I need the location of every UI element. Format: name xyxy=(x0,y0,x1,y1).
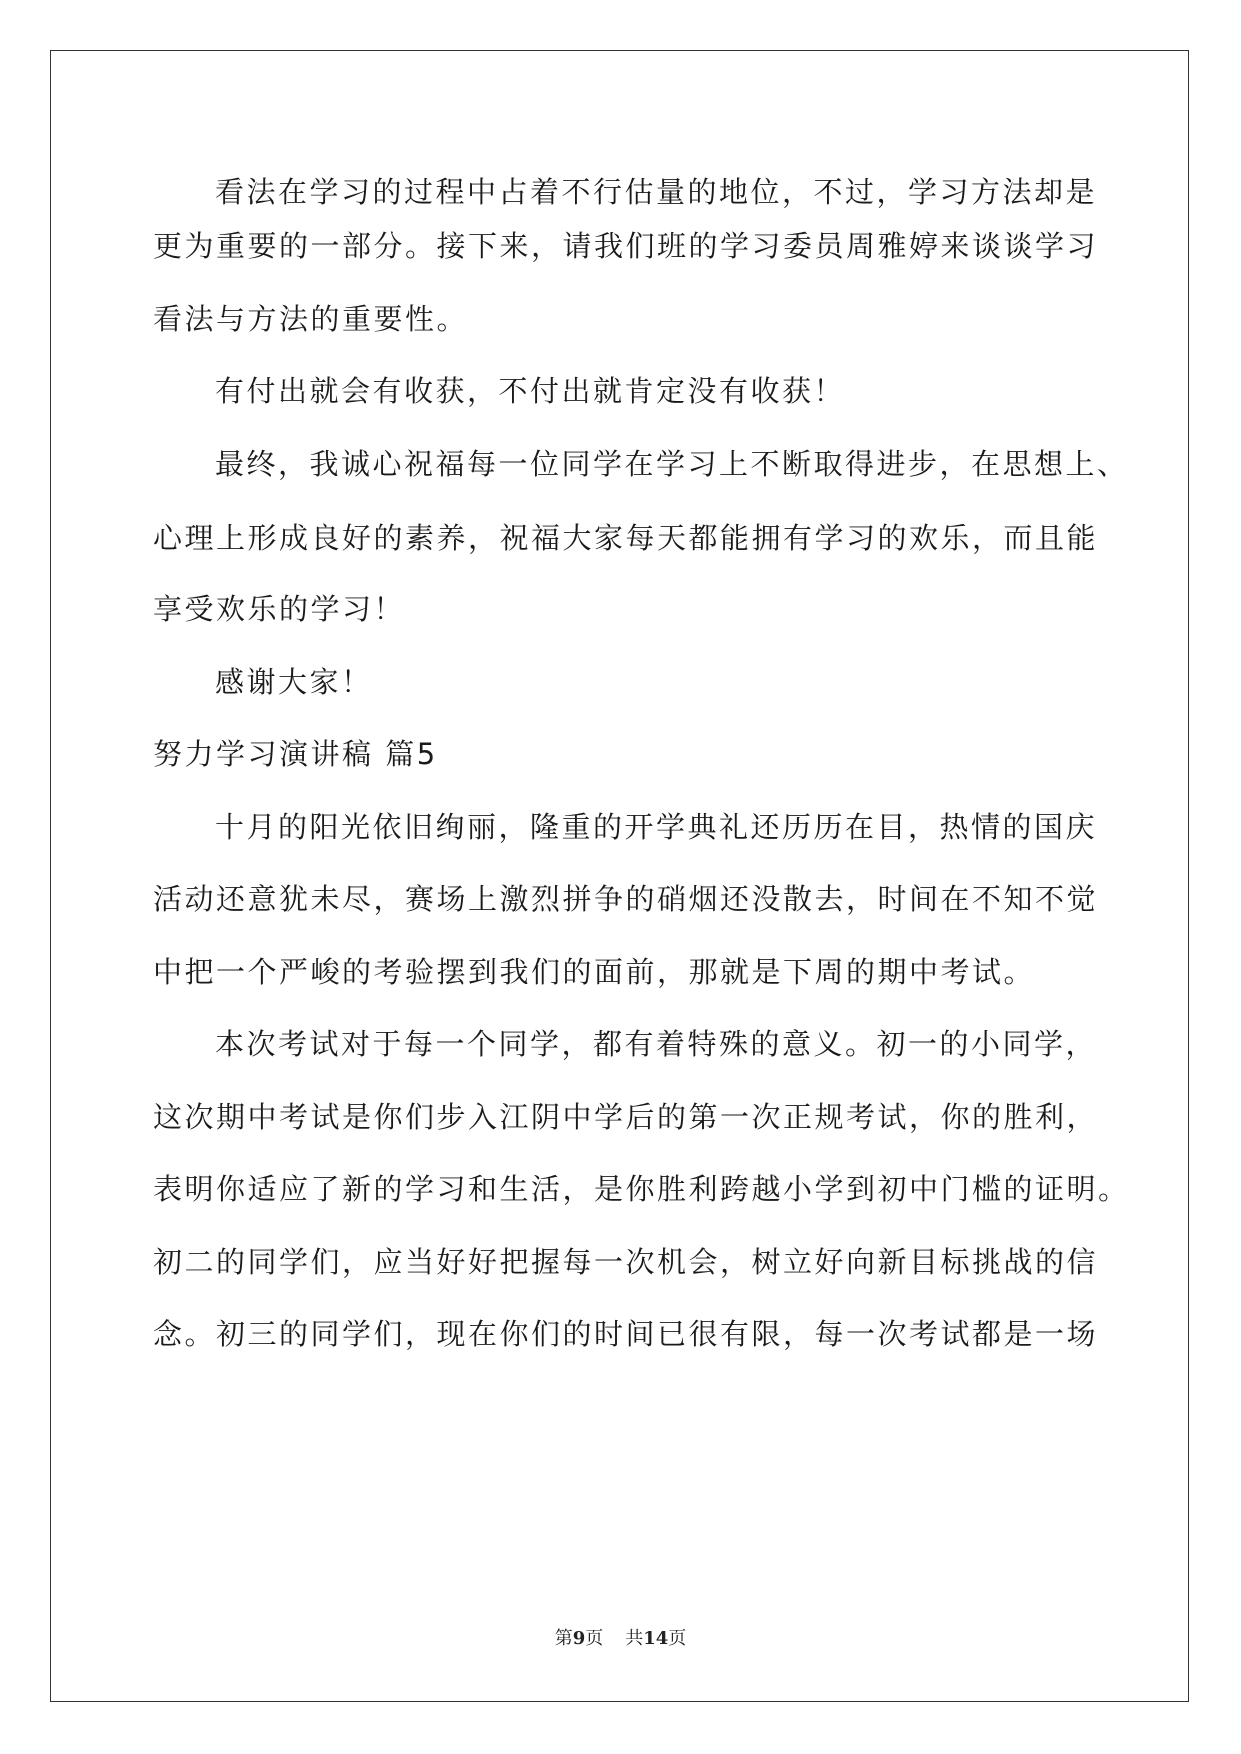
section-heading: 努力学习演讲稿 篇5 xyxy=(153,737,438,771)
page-number: 9 xyxy=(572,1628,586,1649)
paragraph-line: 感谢大家！ xyxy=(215,665,373,699)
page-label-prefix: 第 xyxy=(554,1628,573,1649)
paragraph-line: 本次考试对于每一个同学，都有着特殊的意义。初一的小同学， xyxy=(215,1027,1098,1061)
paragraph-line: 活动还意犹未尽，赛场上激烈拼争的硝烟还没散去，时间在不知不觉 xyxy=(153,882,1099,916)
page-border xyxy=(50,50,1189,1702)
paragraph-line: 十月的阳光依旧绚丽，隆重的开学典礼还历历在目，热情的国庆 xyxy=(215,810,1098,844)
total-label-prefix: 共 xyxy=(625,1628,644,1649)
paragraph-line: 更为重要的一部分。接下来，请我们班的学习委员周雅婷来谈谈学习 xyxy=(153,229,1099,263)
paragraph-line: 心理上形成良好的素养，祝福大家每天都能拥有学习的欢乐，而且能 xyxy=(153,521,1099,555)
paragraph-line: 有付出就会有收获，不付出就肯定没有收获！ xyxy=(215,374,846,408)
paragraph-line: 表明你适应了新的学习和生活，是你胜利跨越小学到初中门槛的证明。 xyxy=(153,1172,1130,1206)
paragraph-line: 初二的同学们，应当好好把握每一次机会，树立好向新目标挑战的信 xyxy=(153,1245,1099,1279)
paragraph-line: 这次期中考试是你们步入江阴中学后的第一次正规考试，你的胜利， xyxy=(153,1100,1099,1134)
paragraph-line: 中把一个严峻的考验摆到我们的面前，那就是下周的期中考试。 xyxy=(153,955,1036,989)
total-label-suffix: 页 xyxy=(668,1628,687,1649)
total-pages: 14 xyxy=(643,1628,669,1649)
paragraph-line: 看法与方法的重要性。 xyxy=(153,302,469,336)
paragraph-line: 念。初三的同学们，现在你们的时间已很有限，每一次考试都是一场 xyxy=(153,1317,1099,1351)
page-label-suffix: 页 xyxy=(585,1628,604,1649)
paragraph-line: 看法在学习的过程中占着不行估量的地位，不过，学习方法却是 xyxy=(215,175,1098,209)
paragraph-line: 最终，我诚心祝福每一位同学在学习上不断取得进步，在思想上、 xyxy=(215,447,1129,481)
page-footer xyxy=(0,1627,1241,1651)
paragraph-line: 享受欢乐的学习！ xyxy=(153,592,406,626)
